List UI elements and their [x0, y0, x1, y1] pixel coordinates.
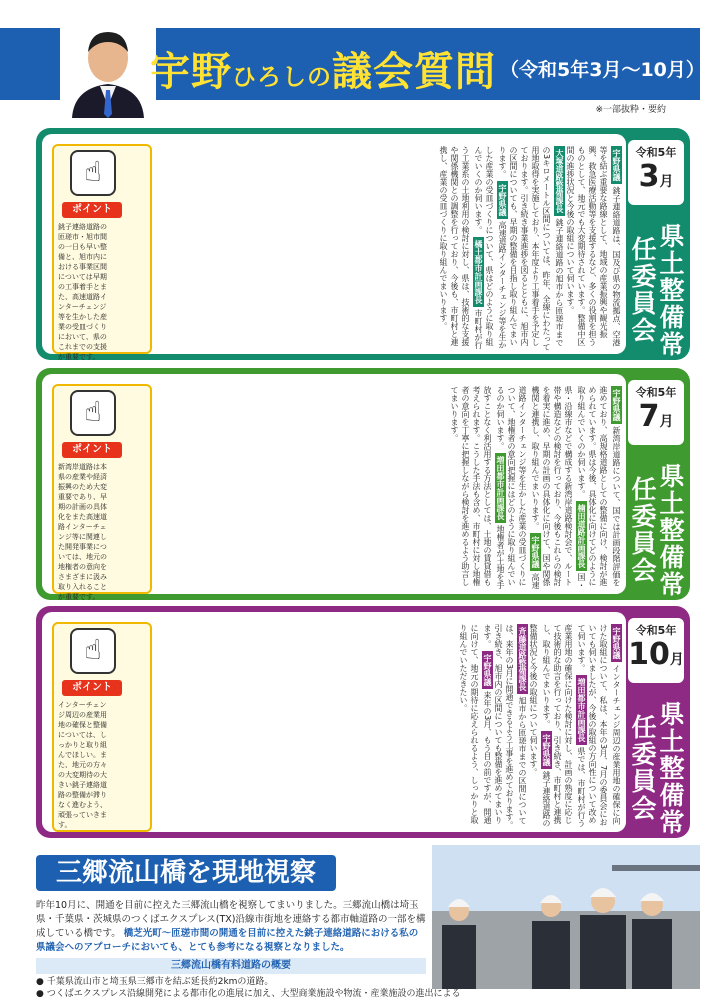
month-suffix: 月 — [659, 174, 674, 190]
session-content — [42, 374, 626, 601]
point-badge: ポイント — [62, 442, 122, 458]
session-month — [628, 638, 684, 677]
title-name: 宇野 — [150, 49, 232, 95]
portrait-photo — [60, 18, 156, 118]
point-box — [52, 384, 152, 601]
speaker-label: 楠田道路計画課長 — [576, 501, 587, 571]
overview-item: ● 千葉県流山市と埼玉県三郷市を結ぶ延長約2kmの道路。 — [36, 977, 274, 987]
speaker-label: 斉藤道路整備課長 — [517, 624, 528, 694]
header-note: ※一部抜粋・要約 — [595, 105, 666, 115]
speaker-label: 宇野県議 — [497, 181, 508, 219]
committee-name: 県土整備常任委員会 — [628, 700, 685, 836]
speaker-label: 増田都市計画課長 — [495, 453, 506, 523]
speech-text: 来年の3月、もう目の前ですが、開通に向けて、地元の期待に応えられるよう、しっかりと取り組んでいただきたい。 — [459, 624, 492, 825]
point-text: 銚子連絡道路の匝瑳市・旭市間の一日も早い整備と、旭市内における事業区間については早期の工事着手とまた、高速道路インターチェンジ等を生かした産業の受皿づくりにおいて、県のこれまでの支援が重要です。 — [58, 223, 107, 361]
session-month — [628, 160, 684, 199]
session-october — [36, 606, 690, 838]
pointing-hand-icon: ☝ — [70, 390, 116, 436]
point-box — [52, 144, 152, 361]
overview-heading: 三郷流山橋有料道路の概要 — [36, 958, 426, 974]
speaker-label: 宇野県議 — [530, 533, 541, 571]
question-block — [162, 624, 622, 830]
speech-text: 高速道路インターチェンジ等を生かした産業の受皿づくりについて、地権者の意向把握にはどのように取り組んでいるのか伺います。 — [496, 386, 540, 590]
site-visit-section — [0, 845, 700, 999]
session-label — [626, 380, 686, 605]
speaker-label: 橘土都市計画課長 — [473, 237, 484, 307]
session-content — [42, 612, 626, 832]
point-box — [52, 622, 152, 832]
speech-text: 国・県・沿線市などで構成する新湾岸道路検討会で、ルート帯や構造などの検討を行っており、今後もこれらの検討を着実に進め、早期の計画の具体化に向けて、国や関係機関と連携し、取り組んでまいります。 — [531, 386, 586, 590]
month-number: 3 — [638, 159, 660, 194]
speaker-label: 宇野県議 — [611, 624, 622, 662]
speaker-label: 大塚道路整備課長 — [554, 146, 565, 216]
session-date — [628, 140, 684, 205]
site-visit-title: 三郷流山橋を現地視察 — [36, 855, 336, 891]
speaker-label: 宇野県議 — [541, 731, 552, 769]
session-year: 令和5年 — [635, 386, 677, 399]
session-year: 令和5年 — [635, 146, 677, 159]
site-visit-text: 昨年10月に、開通を目前に控えた三郷流山橋を視察してまいりました。三郷流山橋は埼玉県・千葉県・茨城県のつくばエクスプレス(TX)沿線市街地を連絡する都市軸道路の一部を構成している橋です。 — [36, 900, 426, 939]
overview-item: ● つくばエクスプレス沿線開発による都市化の進展に加え、大型商業施設や物流・産業施設の進出による — [36, 989, 461, 999]
month-suffix: 月 — [669, 652, 684, 668]
point-text: 新湾岸道路は本県の産業や経済振興のため大変重要であり、早期の計画の具体化をまた高速道路インターチェンジ等に関連した開発事業については、地元の地権者の意向をさまざまに汲み取り入れることが重要です。 — [58, 463, 107, 601]
committee-name: 県土整備常任委員会 — [628, 462, 685, 598]
speech-text: 旭市から匝瑳市までの区間については、来年の3月に開通できるよう工事を進めております。引き続き、旭市内の区間についても整備を進めてまいります。 — [483, 624, 527, 830]
month-number: 10 — [628, 637, 670, 672]
speech-text: 市町村が行う工業系の土地利用の検討に対し、県は、技術的な支援や関係機関との調整を行っており、今後も、市町村と連携し、産業の受皿づくりに取り組んでまいります。 — [439, 146, 483, 350]
session-july — [36, 368, 690, 600]
speech-text: 銚子連絡道路の旭市から匝瑳市までの3キロメートル区間については、昨年、全線にわたって用地取得を実施しており、本年度より工事着手を予定しております。引き続き事業進捗を図るとともに、旭市内の区間についても、早期の整備を目指し取り組んでまいります。 — [498, 146, 564, 352]
question-block — [162, 146, 622, 352]
speaker-label: 増田都市計画課長 — [576, 675, 587, 745]
pointing-hand-icon: ☝ — [70, 150, 116, 196]
month-number: 7 — [638, 399, 660, 434]
session-march — [36, 128, 690, 360]
point-badge: ポイント — [62, 680, 122, 696]
speech-text: インターチェンジ周辺の産業用地の確保に向けた取組について、私は、本年の3月、7月の委員会においても伺いましたが、今後の取組の方向性について改めて伺います。 — [577, 624, 621, 827]
speaker-label: 宇野県議 — [482, 651, 493, 689]
month-suffix: 月 — [659, 414, 674, 430]
header — [0, 0, 705, 122]
point-badge: ポイント — [62, 202, 122, 218]
session-year: 令和5年 — [635, 624, 677, 637]
title-main: 議会質問 — [332, 49, 496, 95]
site-visit-photo — [432, 845, 700, 989]
point-text: インターチェンジ周辺の産業用地の確保と整備については、しっかりと取り組んでほしい。また、地元の方々の大変期待の大きい銚子連絡道路の整備が滞りなく進むよう、頑張っていきます。 — [58, 701, 107, 829]
header-period: （令和5年3月〜10月） — [500, 59, 705, 81]
site-visit-description — [36, 899, 426, 955]
speech-text: 高速道路インターチェンジ等を生かした産業の受皿づくりについて、県はどのように取り組んでいくのか伺います。 — [474, 146, 507, 350]
session-date — [628, 618, 684, 683]
speech-text: 県では、市町村が行う産業用地の確保に向けた検討に対し、計画の熟度に応じて技術的な助言を行っており、引き続き、市町村と連携し、取り組んでまいります。 — [542, 624, 586, 828]
session-date — [628, 380, 684, 445]
header-title — [150, 40, 496, 97]
speech-text: 新湾岸道路について、国では計画段階評価を進めており、高規格道路としての整備に向け、検討が進められています。県は今後、具体化に向けてどのように取り組んでいくのか伺います。 — [577, 386, 621, 587]
session-label — [626, 618, 686, 843]
session-content — [42, 134, 626, 361]
committee-name: 県土整備常任委員会 — [628, 222, 685, 358]
session-label — [626, 140, 686, 365]
speaker-label: 宇野県議 — [611, 386, 622, 424]
speech-text: 銚子連絡道路の整備状況と今後の取組について伺います。 — [529, 624, 551, 828]
title-small: ひろしの — [232, 63, 332, 91]
session-month — [628, 400, 684, 439]
speaker-label: 宇野県議 — [611, 146, 622, 184]
pointing-hand-icon: ☝ — [70, 628, 116, 674]
speech-text: 地権者が土地を手放すことなく利活用する方法としては、土地の賃貸借も考えられます。こうした手法も含め、市町村に対し地権者の意向を丁寧に把握しながら検討を進めるよう助言してまいります。 — [450, 386, 505, 590]
site-visit-highlight: 橋芝光町〜匝瑳市間の開通を目前に控えた銚子連絡道路における私の県議会へのアプローチにおいても、とても参考になる視察となりました。 — [36, 928, 419, 953]
speech-text: 銚子連絡道路は、国及び県の物流拠点、空港等を結ぶ重要な路線として、地域の産業振興や観光振興、救急医療活動等を支援するなど、多くの役割を担うものとして、地元でも大変期待されています。整備中区間の進捗状況と今後の取組について伺います。 — [566, 146, 621, 347]
question-block — [162, 386, 622, 592]
